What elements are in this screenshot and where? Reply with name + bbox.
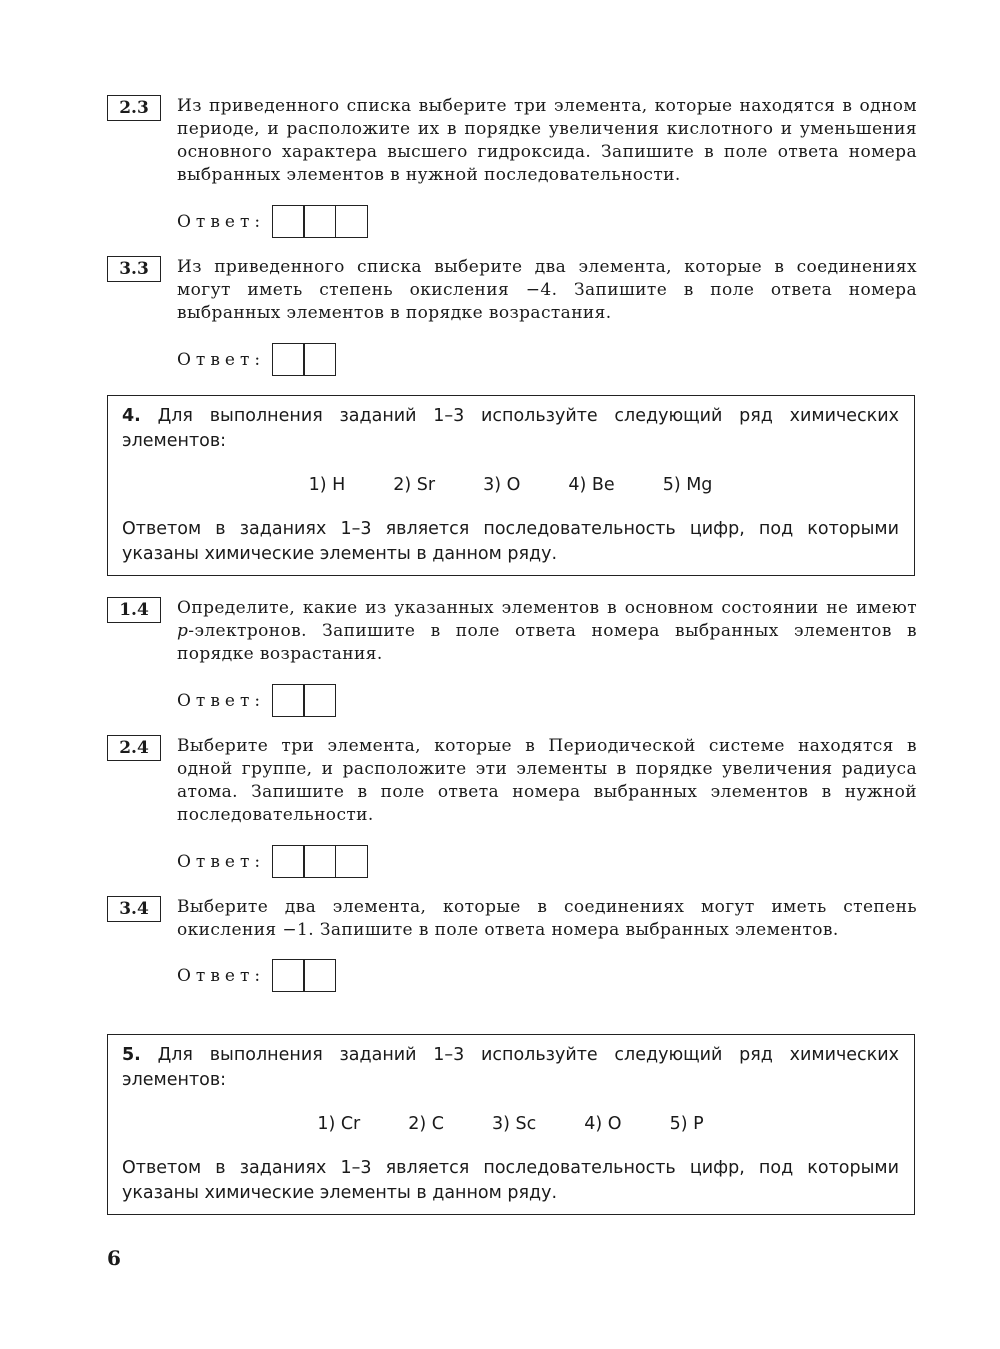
element-item: 5) Mg: [662, 475, 713, 495]
answer-cell[interactable]: [303, 845, 336, 878]
task-text: Из приведенного списка выберите три элемента, которые находятся в одном периоде, и расположите их в порядке увеличения кислотного и уменьшения основного характера высшего гидроксида. Запишите в поле ответа номера выбранных элементов в нужной последовательности.: [177, 96, 917, 185]
task-3-4: [107, 896, 917, 986]
task-text: Выберите два элемента, которые в соединениях могут иметь степень окисления −1. Запишите в поле ответа номера выбранных элементов.: [177, 897, 917, 940]
info-number: 4.: [122, 406, 141, 426]
answer-label: Ответ:: [177, 690, 266, 711]
element-item: 3) O: [483, 475, 521, 495]
answer-cell[interactable]: [272, 845, 305, 878]
info-intro: [122, 1043, 899, 1093]
answer-cell[interactable]: [303, 959, 336, 992]
info-footer: Ответом в заданиях 1–3 является последовательность цифр, под которыми указаны химические элементы в данном ряду.: [122, 1158, 899, 1203]
answer-cell[interactable]: [303, 684, 336, 717]
element-item: 4) O: [584, 1114, 622, 1134]
answer-label: Ответ:: [177, 851, 266, 872]
element-item: 1) H: [308, 475, 346, 495]
task-number: 2.3: [107, 95, 161, 121]
answer-cell[interactable]: [272, 684, 305, 717]
task-2-4: [107, 735, 917, 872]
element-list: [122, 1112, 899, 1137]
info-footer: Ответом в заданиях 1–3 является последовательность цифр, под которыми указаны химические элементы в данном ряду.: [122, 519, 899, 564]
page-number: 6: [107, 1246, 121, 1270]
answer-label: Ответ:: [177, 965, 266, 986]
info-intro: [122, 404, 899, 454]
answer-row: [177, 684, 336, 717]
answer-label: Ответ:: [177, 349, 266, 370]
element-item: 2) Sr: [393, 475, 436, 495]
element-item: 4) Be: [568, 475, 615, 495]
answer-cell[interactable]: [303, 205, 336, 238]
answer-row: [177, 959, 336, 992]
task-number: 3.3: [107, 256, 161, 282]
element-item: 2) C: [408, 1114, 445, 1134]
element-item: 5) P: [669, 1114, 704, 1134]
answer-row: [177, 205, 368, 238]
info-box-5: [107, 1034, 915, 1215]
element-list: [122, 473, 899, 498]
answer-row: [177, 343, 336, 376]
answer-cell[interactable]: [272, 205, 305, 238]
task-3-3: [107, 256, 917, 370]
task-2-3: [107, 95, 917, 232]
task-1-4: [107, 597, 917, 711]
answer-cell[interactable]: [303, 343, 336, 376]
task-text-start: Определите, какие из указанных элементов в основном состоянии не имеют: [177, 598, 917, 618]
answer-row: [177, 845, 368, 878]
info-intro-text: Для выполнения заданий 1–3 используйте следующий ряд химических элементов:: [122, 406, 899, 451]
answer-cell[interactable]: [272, 959, 305, 992]
answer-cell[interactable]: [335, 205, 368, 238]
task-text: Выберите три элемента, которые в Периодической системе находятся в одной группе, и расположите эти элементы в порядке увеличения радиуса атома. Запишите в поле ответа номера выбранных элементов в нужной последовательности.: [177, 736, 917, 825]
info-box-4: [107, 395, 915, 576]
task-number: 3.4: [107, 896, 161, 922]
element-item: 3) Sc: [492, 1114, 537, 1134]
element-item: 1) Cr: [317, 1114, 361, 1134]
task-number: 2.4: [107, 735, 161, 761]
task-text: [177, 597, 917, 666]
answer-cell[interactable]: [335, 845, 368, 878]
info-number: 5.: [122, 1045, 141, 1065]
info-intro-text: Для выполнения заданий 1–3 используйте следующий ряд химических элементов:: [122, 1045, 899, 1090]
task-text-end: -электронов. Запишите в поле ответа номера выбранных элементов в порядке возрастания.: [177, 621, 917, 664]
answer-cell[interactable]: [272, 343, 305, 376]
task-text-italic: p: [177, 621, 189, 641]
task-text: Из приведенного списка выберите два элемента, которые в соединениях могут иметь степень окисления −4. Запишите в поле ответа номера выбранных элементов в порядке возрастания.: [177, 257, 917, 323]
task-number: 1.4: [107, 597, 161, 623]
answer-label: Ответ:: [177, 211, 266, 232]
